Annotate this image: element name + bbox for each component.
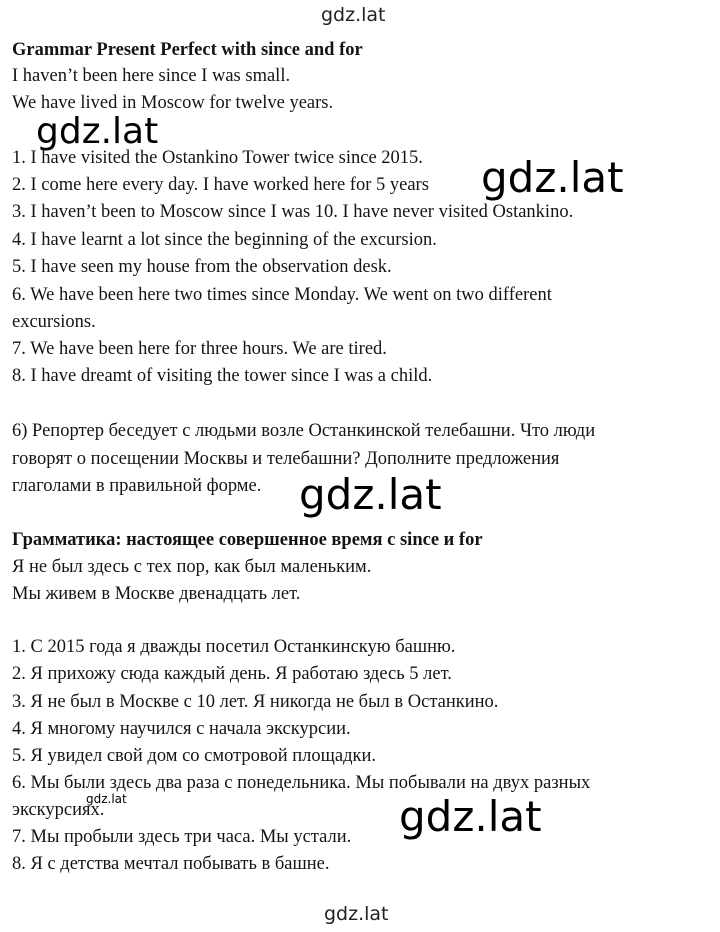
watermark-tiny: gdz.lat xyxy=(86,792,127,806)
english-heading: Grammar Present Perfect with since and for xyxy=(12,40,363,60)
russian-task-line-3: глаголами в правильной форме. xyxy=(12,476,262,496)
watermark-middle-big: gdz.lat xyxy=(299,470,442,519)
english-answer-5: 5. I have seen my house from the observation desk. xyxy=(12,257,392,277)
watermark-bottom: gdz.lat xyxy=(324,903,389,925)
english-answer-1: 1. I have visited the Ostankino Tower twice since 2015. xyxy=(12,148,423,168)
russian-answer-3: 3. Я не был в Москве с 10 лет. Я никогда не был в Останкино. xyxy=(12,692,499,712)
english-answer-3: 3. I haven’t been to Moscow since I was 10. I have never visited Ostankino. xyxy=(12,202,574,222)
russian-answer-7: 7. Мы пробыли здесь три часа. Мы устали. xyxy=(12,827,352,847)
english-answer-2: 2. I come here every day. I have worked here for 5 years xyxy=(12,175,429,195)
russian-task-line-2: говорят о посещении Москвы и телебашни? Дополните предложения xyxy=(12,449,560,469)
russian-answer-6-cont: экскурсиях. xyxy=(12,800,105,820)
russian-example-2: Мы живем в Москве двенадцать лет. xyxy=(12,584,301,604)
english-answer-8: 8. I have dreamt of visiting the tower since I was a child. xyxy=(12,366,433,386)
english-answer-7: 7. We have been here for three hours. We are tired. xyxy=(12,339,387,359)
watermark-top: gdz.lat xyxy=(321,4,386,26)
russian-answer-1: 1. С 2015 года я дважды посетил Останкинскую башню. xyxy=(12,637,456,657)
watermark-right-big: gdz.lat xyxy=(481,153,624,202)
english-answer-6: 6. We have been here two times since Monday. We went on two different xyxy=(12,285,552,305)
english-answer-6-cont: excursions. xyxy=(12,312,96,332)
english-example-2: We have lived in Moscow for twelve years. xyxy=(12,93,334,113)
russian-answer-6: 6. Мы были здесь два раза с понедельника. Мы побывали на двух разных xyxy=(12,773,591,793)
russian-example-1: Я не был здесь с тех пор, как был маленьким. xyxy=(12,557,372,577)
watermark-lower-big: gdz.lat xyxy=(399,792,542,841)
russian-heading: Грамматика: настоящее совершенное время с since и for xyxy=(12,530,483,550)
russian-answer-4: 4. Я многому научился с начала экскурсии. xyxy=(12,719,351,739)
english-example-1: I haven’t been here since I was small. xyxy=(12,66,291,86)
watermark-left-big: gdz.lat xyxy=(36,111,159,152)
russian-answer-5: 5. Я увидел свой дом со смотровой площадки. xyxy=(12,746,377,766)
english-answer-4: 4. I have learnt a lot since the beginning of the excursion. xyxy=(12,230,437,250)
russian-task-line-1: 6) Репортер беседует с людьми возле Останкинской телебашни. Что люди xyxy=(12,421,596,441)
russian-answer-8: 8. Я с детства мечтал побывать в башне. xyxy=(12,854,330,874)
russian-answer-2: 2. Я прихожу сюда каждый день. Я работаю здесь 5 лет. xyxy=(12,664,452,684)
